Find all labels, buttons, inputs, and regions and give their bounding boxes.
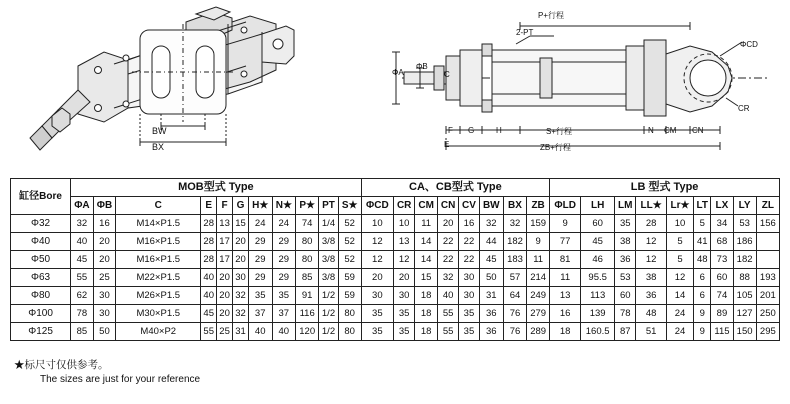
cell: 32 (438, 269, 459, 287)
cell: 11 (527, 251, 550, 269)
cell-bore: Φ125 (11, 323, 71, 341)
table-row (11, 287, 780, 305)
cell: 36 (615, 251, 636, 269)
col-header-phi-a: ΦA (71, 197, 94, 215)
cell: 1/2 (319, 287, 339, 305)
col-header-h: H★ (248, 197, 272, 215)
table-row (11, 215, 780, 233)
cell: 45 (479, 251, 503, 269)
col-header-phi-cd: ΦCD (361, 197, 393, 215)
cell: 32 (503, 215, 526, 233)
label-phi-a: ΦA (392, 68, 404, 77)
cell: M16×P1.5 (116, 251, 201, 269)
cell: 52 (338, 215, 361, 233)
cell: 20 (217, 287, 233, 305)
cell: 78 (71, 305, 94, 323)
cell: 32 (479, 215, 503, 233)
table-row (11, 251, 780, 269)
cell-bore: Φ80 (11, 287, 71, 305)
cell: 3/8 (319, 233, 339, 251)
cell: 77 (550, 233, 581, 251)
cell: 22 (459, 233, 479, 251)
cell-bore: Φ40 (11, 233, 71, 251)
cell: 105 (733, 287, 756, 305)
cell: 15 (415, 269, 438, 287)
cell: 32 (233, 305, 249, 323)
cell: 38 (636, 269, 666, 287)
cell: 115 (711, 323, 733, 341)
cell: 201 (756, 287, 779, 305)
cell: 24 (666, 305, 693, 323)
cell: 182 (503, 233, 526, 251)
cell: 150 (733, 323, 756, 341)
cell: 113 (581, 287, 615, 305)
cell: 9 (550, 215, 581, 233)
cell: 9 (694, 323, 711, 341)
cell: 87 (615, 323, 636, 341)
cell: 80 (296, 251, 319, 269)
cell: 250 (756, 305, 779, 323)
col-header-n: N★ (272, 197, 296, 215)
cell: 40 (71, 233, 94, 251)
cell: 28 (201, 215, 217, 233)
cell: 10 (361, 215, 393, 233)
cell: 18 (415, 305, 438, 323)
cell: 35 (248, 287, 272, 305)
cell: 139 (581, 305, 615, 323)
cell: 60 (615, 287, 636, 305)
col-header-lt: LT (694, 197, 711, 215)
cell: 11 (415, 215, 438, 233)
cell: 88 (733, 269, 756, 287)
cell: 35 (361, 323, 393, 341)
col-header-cr: CR (394, 197, 415, 215)
col-header-g: G (233, 197, 249, 215)
cell: 279 (527, 305, 550, 323)
col-header-lx: LX (711, 197, 733, 215)
col-header-lr: Lr★ (666, 197, 693, 215)
col-header-zb: ZB (527, 197, 550, 215)
cell: 35 (272, 287, 296, 305)
cell: 31 (479, 287, 503, 305)
cell: 59 (338, 287, 361, 305)
cell: 48 (694, 251, 711, 269)
cell: 20 (217, 269, 233, 287)
cell: 80 (296, 233, 319, 251)
cell: 14 (415, 251, 438, 269)
col-header-bx: BX (503, 197, 526, 215)
cell: 45 (581, 233, 615, 251)
col-header-c: C (116, 197, 201, 215)
cell: 28 (201, 251, 217, 269)
label-h: H (496, 126, 502, 135)
cell: 214 (527, 269, 550, 287)
cell: 80 (338, 323, 361, 341)
cell: 1/2 (319, 323, 339, 341)
cell: 25 (93, 269, 116, 287)
cell: 6 (694, 287, 711, 305)
label-p-stroke: P+行程 (538, 11, 565, 20)
cell: 17 (217, 251, 233, 269)
label-g: G (468, 126, 475, 135)
cell: 5 (694, 215, 711, 233)
cell: 13 (217, 215, 233, 233)
cell: 81 (550, 251, 581, 269)
cell: 10 (394, 215, 415, 233)
drawings-area (0, 0, 790, 168)
cell: 183 (503, 251, 526, 269)
cell: 30 (394, 287, 415, 305)
cell: 45 (201, 305, 217, 323)
cell: 289 (527, 323, 550, 341)
cell: 29 (272, 251, 296, 269)
cell-bore: Φ63 (11, 269, 71, 287)
label-f: F (448, 126, 453, 135)
cell: 5 (666, 233, 693, 251)
cell: 28 (636, 215, 666, 233)
cell: 18 (415, 323, 438, 341)
cell: 29 (248, 233, 272, 251)
cell: 30 (93, 305, 116, 323)
cell: 14 (415, 233, 438, 251)
cell: 68 (711, 233, 733, 251)
table-row (11, 305, 780, 323)
cell: 159 (527, 215, 550, 233)
label-phi-b: ΦB (416, 62, 428, 71)
label-n: N (648, 126, 654, 135)
cell (756, 251, 779, 269)
cell: 9 (694, 305, 711, 323)
cell: 30 (459, 269, 479, 287)
cell: 34 (711, 215, 733, 233)
cell: 29 (248, 251, 272, 269)
cell: 3/8 (319, 251, 339, 269)
cell: 156 (756, 215, 779, 233)
table-row (11, 269, 780, 287)
cell: 50 (479, 269, 503, 287)
cell: 76 (503, 305, 526, 323)
col-header-lm: LM (615, 197, 636, 215)
cell: 35 (615, 215, 636, 233)
cell: 20 (233, 251, 249, 269)
cell: 29 (248, 269, 272, 287)
cell: 127 (733, 305, 756, 323)
cell: 78 (615, 305, 636, 323)
col-header-bore: 缸径Bore (11, 179, 71, 215)
label-phi-cd: ΦCD (740, 40, 758, 49)
cell: 85 (71, 323, 94, 341)
col-header-phi-b: ΦB (93, 197, 116, 215)
cell: 40 (438, 287, 459, 305)
cell: 60 (581, 215, 615, 233)
cell: 15 (233, 215, 249, 233)
cell: 6 (694, 269, 711, 287)
cell: 40 (248, 323, 272, 341)
col-header-pt: PT (319, 197, 339, 215)
cell: M26×P1.5 (116, 287, 201, 305)
cell: 37 (248, 305, 272, 323)
table-column-header-row (11, 197, 780, 215)
cell: 40 (201, 287, 217, 305)
cell: 295 (756, 323, 779, 341)
label-c: C (444, 70, 450, 79)
cell: 22 (438, 233, 459, 251)
cell: 52 (338, 233, 361, 251)
cell: 59 (338, 269, 361, 287)
cell: 40 (201, 269, 217, 287)
cell: 30 (459, 287, 479, 305)
cell: 35 (394, 323, 415, 341)
cell: 60 (711, 269, 733, 287)
specification-table-wrap (10, 178, 780, 341)
cell: 20 (93, 251, 116, 269)
cell: 35 (394, 305, 415, 323)
cell: 53 (733, 215, 756, 233)
group-header-lb: LB 型式 Type (550, 179, 780, 197)
cell: 74 (296, 215, 319, 233)
cell: 17 (217, 233, 233, 251)
label-e: E (444, 140, 450, 149)
cell: 53 (615, 269, 636, 287)
cell: 18 (550, 323, 581, 341)
cell: M14×P1.5 (116, 215, 201, 233)
cell: 50 (93, 323, 116, 341)
cell: 74 (711, 287, 733, 305)
col-header-cm: CM (415, 197, 438, 215)
cell: 20 (394, 269, 415, 287)
cell: 12 (636, 233, 666, 251)
cell-bore: Φ50 (11, 251, 71, 269)
cell: 18 (415, 287, 438, 305)
cell: M22×P1.5 (116, 269, 201, 287)
cell: 29 (272, 269, 296, 287)
cell: M40×P2 (116, 323, 201, 341)
cell: 46 (581, 251, 615, 269)
cell: 16 (459, 215, 479, 233)
cell: 182 (733, 251, 756, 269)
cell: 1/2 (319, 305, 339, 323)
figure-mounting-bracket (120, 22, 250, 152)
cell: 1/4 (319, 215, 339, 233)
group-header-mob: MOB型式 Type (71, 179, 361, 197)
cell: 24 (272, 215, 296, 233)
cell: 9 (527, 233, 550, 251)
cell: 16 (550, 305, 581, 323)
label-cn: CN (692, 126, 704, 135)
label-cm: CM (664, 126, 677, 135)
cell: 36 (479, 305, 503, 323)
cell: 30 (233, 269, 249, 287)
cell: 13 (394, 233, 415, 251)
cell: 62 (71, 287, 94, 305)
table-body (11, 215, 780, 341)
cell: 28 (201, 233, 217, 251)
cell: 41 (694, 233, 711, 251)
cell: 80 (338, 305, 361, 323)
cell: 249 (527, 287, 550, 305)
col-header-zl: ZL (756, 197, 779, 215)
cell: 12 (361, 251, 393, 269)
label-cr: CR (738, 104, 750, 113)
label-2-pt: 2-PT (516, 28, 534, 37)
cell: 22 (459, 251, 479, 269)
cell: 76 (503, 323, 526, 341)
cell: 5 (666, 251, 693, 269)
label-s-stroke: S+行程 (546, 127, 573, 136)
table-group-header-row (11, 179, 780, 197)
cell: M30×P1.5 (116, 305, 201, 323)
cell: 193 (756, 269, 779, 287)
note-line-2: The sizes are just for your reference (40, 374, 201, 385)
cell: 20 (361, 269, 393, 287)
cell: 32 (233, 287, 249, 305)
cell: 12 (636, 251, 666, 269)
col-header-lh: LH (581, 197, 615, 215)
label-bx: BX (152, 142, 165, 152)
label-bw: BW (152, 126, 167, 136)
cell: 85 (296, 269, 319, 287)
cell: 55 (438, 323, 459, 341)
note-line-1: ★标尺寸仅供参考。 (14, 359, 109, 371)
cell: 16 (93, 215, 116, 233)
col-header-p: P★ (296, 197, 319, 215)
cell: 24 (248, 215, 272, 233)
cell: 24 (666, 323, 693, 341)
cell: 55 (438, 305, 459, 323)
col-header-f: F (217, 197, 233, 215)
cell: 10 (666, 215, 693, 233)
group-header-ca-cb: CA、CB型式 Type (361, 179, 550, 197)
cell: 20 (93, 233, 116, 251)
cell: 20 (233, 233, 249, 251)
cell: 20 (438, 215, 459, 233)
col-header-s: S★ (338, 197, 361, 215)
cell: 14 (666, 287, 693, 305)
cell: 186 (733, 233, 756, 251)
col-header-ll: LL★ (636, 197, 666, 215)
cell: 91 (296, 287, 319, 305)
cell: 35 (459, 305, 479, 323)
cell: 3/8 (319, 269, 339, 287)
cell: 13 (550, 287, 581, 305)
cell: 51 (636, 323, 666, 341)
cell: 89 (711, 305, 733, 323)
col-header-e: E (201, 197, 217, 215)
cell: 52 (338, 251, 361, 269)
cell: 73 (711, 251, 733, 269)
table-row (11, 233, 780, 251)
col-header-cn: CN (438, 197, 459, 215)
cell: 30 (93, 287, 116, 305)
cell: 35 (459, 323, 479, 341)
col-header-phi-ld: ΦLD (550, 197, 581, 215)
col-header-cv: CV (459, 197, 479, 215)
cell: 37 (272, 305, 296, 323)
cell: 48 (636, 305, 666, 323)
cell: 95.5 (581, 269, 615, 287)
cell: 31 (233, 323, 249, 341)
cell: 40 (272, 323, 296, 341)
cell: 30 (361, 287, 393, 305)
col-header-ly: LY (733, 197, 756, 215)
cell: 44 (479, 233, 503, 251)
cell: 120 (296, 323, 319, 341)
cell: 32 (71, 215, 94, 233)
cell: 25 (217, 323, 233, 341)
cell: 36 (479, 323, 503, 341)
cell: 29 (272, 233, 296, 251)
cell: 45 (71, 251, 94, 269)
cell: 22 (438, 251, 459, 269)
cell-bore: Φ100 (11, 305, 71, 323)
cell: 57 (503, 269, 526, 287)
cell: 35 (361, 305, 393, 323)
cell: 36 (636, 287, 666, 305)
cell: 55 (201, 323, 217, 341)
cell: 55 (71, 269, 94, 287)
cell: 12 (361, 233, 393, 251)
cell: 160.5 (581, 323, 615, 341)
cell: 12 (666, 269, 693, 287)
label-zb-stroke: ZB+行程 (540, 143, 571, 152)
cell: 11 (550, 269, 581, 287)
cell: 38 (615, 233, 636, 251)
cell (756, 233, 779, 251)
cell: M16×P1.5 (116, 233, 201, 251)
cell: 20 (217, 305, 233, 323)
cell-bore: Φ32 (11, 215, 71, 233)
specification-table (10, 178, 780, 341)
cell: 116 (296, 305, 319, 323)
col-header-bw: BW (479, 197, 503, 215)
table-row (11, 323, 780, 341)
cell: 12 (394, 251, 415, 269)
cell: 64 (503, 287, 526, 305)
